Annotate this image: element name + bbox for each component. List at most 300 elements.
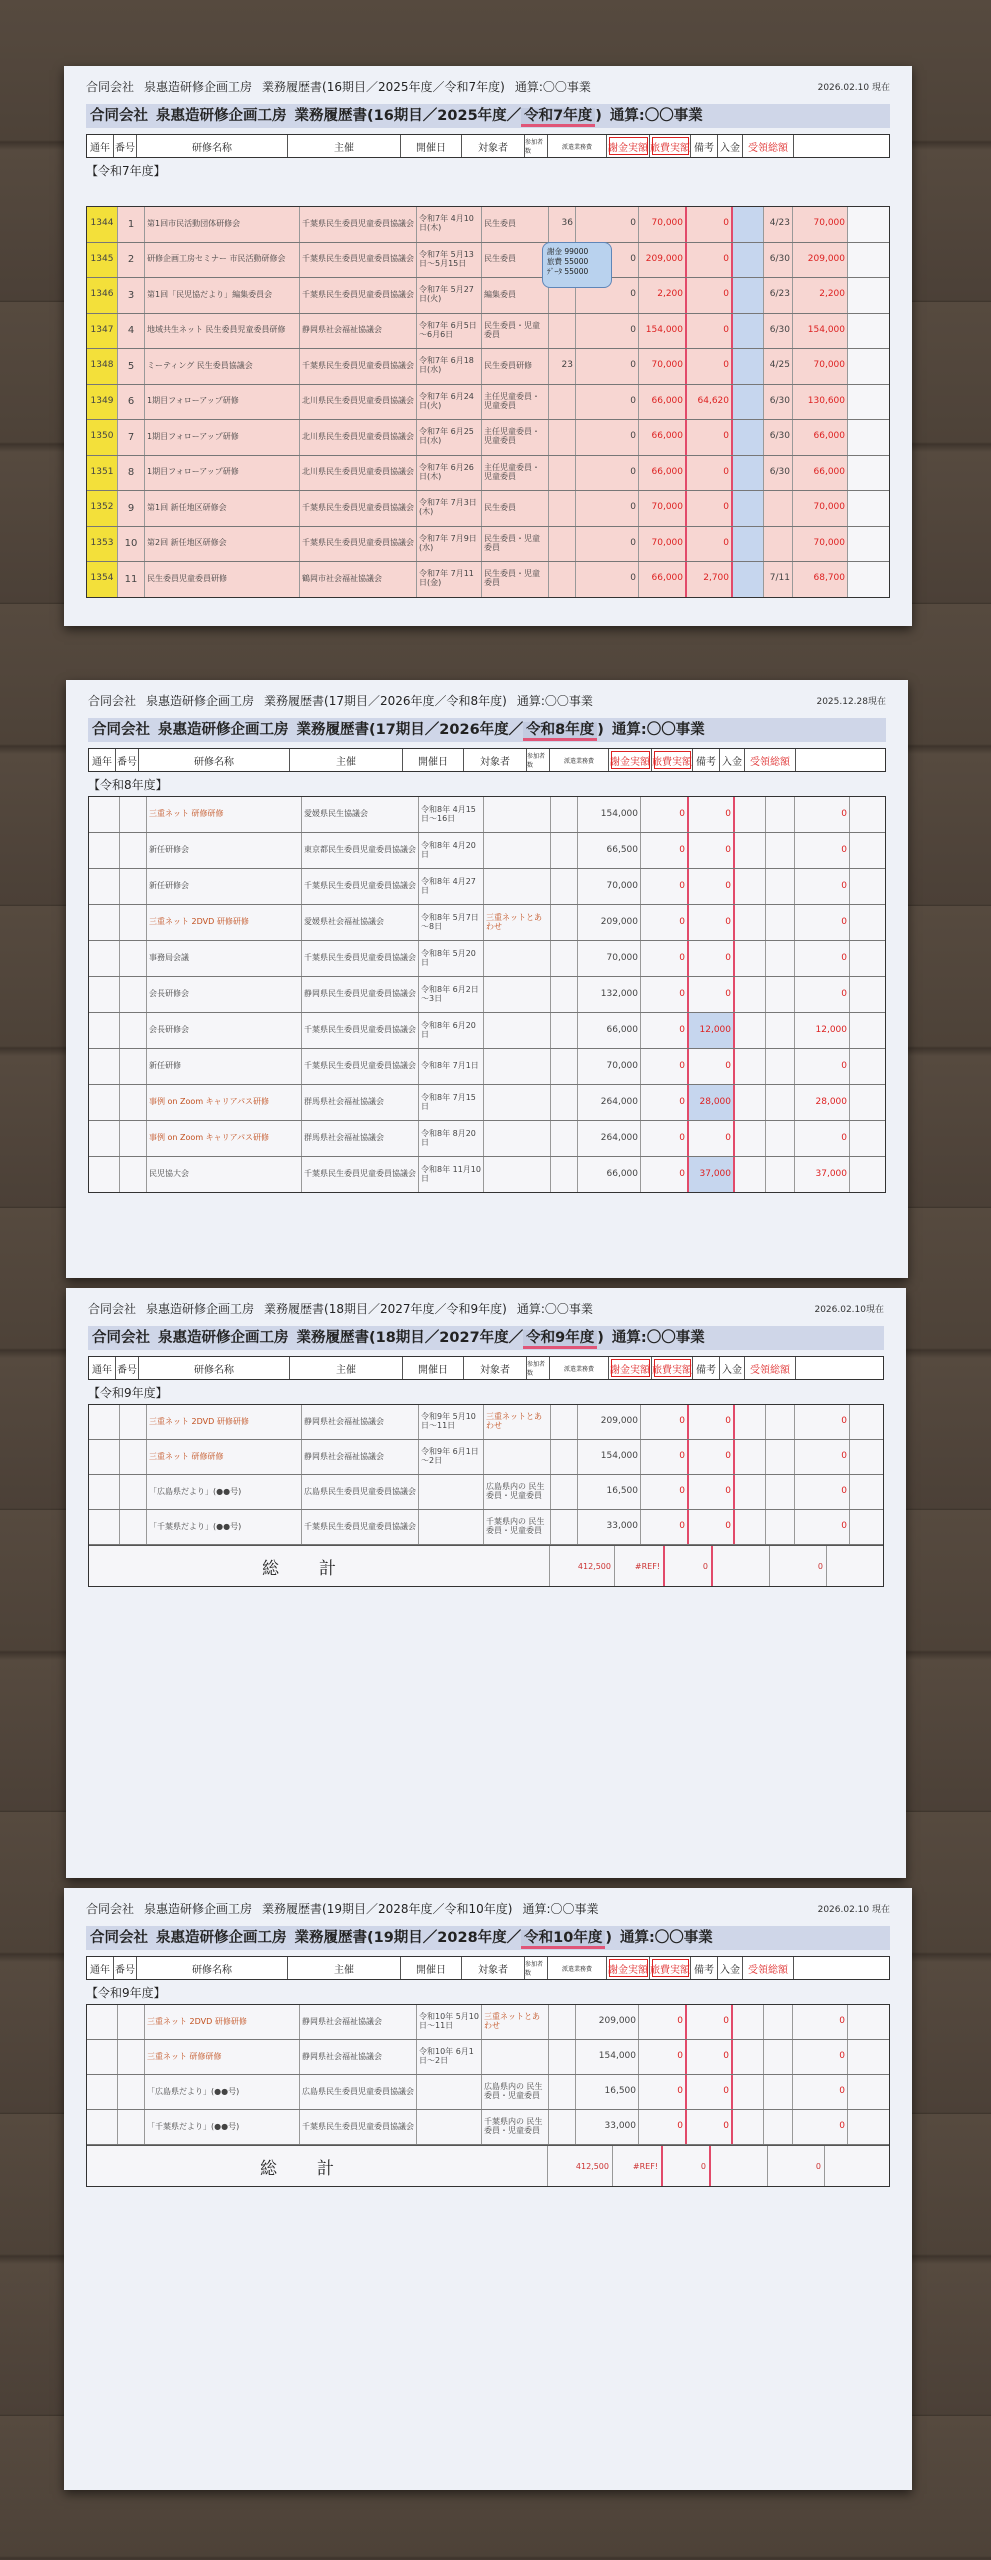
cell-remarks <box>733 207 764 242</box>
cell-date: 令和8年 6月2日～3日 <box>419 977 484 1012</box>
small-title-part: 業務履歴書(18期目／2027年度／令和9年度) <box>264 1302 507 1316</box>
cell-remarks <box>733 2005 764 2039</box>
cell-participants <box>551 1475 578 1509</box>
total-blank <box>711 2146 768 2186</box>
table-row <box>87 2005 889 2040</box>
cell-payment-date: 6/30 <box>764 385 793 420</box>
cell-dispatch-fee: 0 <box>576 456 639 491</box>
cell-participants <box>551 1510 578 1544</box>
column-header: 番号 <box>116 1357 139 1379</box>
cell-number <box>120 1475 147 1509</box>
total-travel: 0 <box>665 1546 713 1586</box>
cell-remarks <box>733 2040 764 2074</box>
cell-serial: 1350 <box>87 420 118 455</box>
column-header: 旅費実額 <box>650 135 691 157</box>
cell-travel: 2,700 <box>687 562 733 597</box>
cell-target: 民生委員 <box>482 243 549 278</box>
cell-date: 令和7年 6月5日～6月6日 <box>417 314 482 349</box>
table-header <box>86 1956 890 1980</box>
cell-remarks <box>733 491 764 526</box>
cell-date: 令和8年 4月20日 <box>419 833 484 868</box>
cell-honorarium: 70,000 <box>639 207 687 242</box>
cell-serial <box>89 1510 120 1544</box>
cell-participants <box>549 562 576 597</box>
cell-payment-date <box>766 905 795 940</box>
cell-remarks <box>735 905 766 940</box>
cell-date: 令和7年 7月3日(木) <box>417 491 482 526</box>
cell-dispatch-fee: 0 <box>576 314 639 349</box>
cell-honorarium: 0 <box>639 2110 687 2144</box>
cell-honorarium: 0 <box>641 1121 689 1156</box>
era-year-highlight: 令和9年度 <box>523 1330 597 1349</box>
cell-target: 民生委員 <box>482 491 549 526</box>
column-header: 主催 <box>288 1957 401 1979</box>
cell-travel: 0 <box>687 420 733 455</box>
cell-payment-date <box>764 2110 793 2144</box>
cell-serial <box>89 1085 120 1120</box>
sheet-small-title <box>86 78 601 95</box>
cell-participants <box>551 941 578 976</box>
total-received: 0 <box>768 2146 825 2186</box>
main-title-part: 合同会社 <box>92 1330 150 1346</box>
column-header: 備考 <box>693 1357 720 1379</box>
cell-target <box>484 1440 551 1474</box>
cell-payment-date: 6/23 <box>764 278 793 313</box>
cell-serial <box>89 1121 120 1156</box>
cell-honorarium: 0 <box>639 2075 687 2109</box>
cell-remarks <box>735 941 766 976</box>
cell-training-name: 三重ネット 2DVD 研修研修 <box>147 905 302 940</box>
column-header: 受領総額 <box>743 135 794 157</box>
main-title-part: 業務履歴書(16期目／2025年度／ <box>294 108 522 124</box>
cell-honorarium: 0 <box>639 2040 687 2074</box>
cell-travel: 0 <box>687 456 733 491</box>
sticky-callout-note <box>542 242 612 288</box>
column-header: 受領総額 <box>745 749 796 771</box>
cell-participants <box>551 1013 578 1048</box>
cell-organizer: 静岡県社会福祉協議会 <box>302 1440 419 1474</box>
cell-total-received: 12,000 <box>795 1013 850 1048</box>
cell-number <box>118 2005 145 2039</box>
column-header: 旅費実額 <box>652 1357 693 1379</box>
main-title-part: 合同会社 <box>90 1930 148 1946</box>
cell-payment-date <box>766 1475 795 1509</box>
cell-number <box>120 1013 147 1048</box>
main-title-part: 泉惠造研修企画工房 <box>158 722 289 738</box>
table-row <box>89 1013 885 1049</box>
cell-remarks <box>735 869 766 904</box>
cell-dispatch-fee: 132,000 <box>578 977 641 1012</box>
cell-participants <box>549 314 576 349</box>
cell-remarks <box>735 1013 766 1048</box>
column-header: 謝金実額 <box>609 749 652 771</box>
cell-total-received: 0 <box>795 1510 850 1544</box>
cell-training-name: 三重ネット 研修研修 <box>145 2040 300 2074</box>
cell-payment-date <box>766 1440 795 1474</box>
cell-payment-date <box>766 1510 795 1544</box>
cell-serial <box>89 977 120 1012</box>
cell-travel: 0 <box>689 1405 735 1439</box>
cell-date: 令和9年 6月1日～2日 <box>419 1440 484 1474</box>
column-header: 派遣業務費 <box>550 749 609 771</box>
cell-serial: 1353 <box>87 527 118 562</box>
cell-organizer: 千葉県民生委員児童委員協議会 <box>300 491 417 526</box>
small-title-part: 泉惠造研修企画工房 <box>146 694 255 708</box>
cell-organizer: 愛媛県民生協議会 <box>302 797 419 832</box>
cell-target <box>484 1013 551 1048</box>
column-header: 派遣業務費 <box>548 135 607 157</box>
cell-organizer: 静岡県社会福祉協議会 <box>300 2040 417 2074</box>
column-header: 参加者数 <box>527 749 550 771</box>
table-row <box>89 905 885 941</box>
cell-training-name: 事務局会議 <box>147 941 302 976</box>
column-header: 通年 <box>87 135 114 157</box>
column-header: 番号 <box>116 749 139 771</box>
cell-payment-date <box>766 1013 795 1048</box>
table-row <box>89 869 885 905</box>
column-header: 主催 <box>290 749 403 771</box>
cell-serial <box>89 1440 120 1474</box>
cell-honorarium: 0 <box>641 977 689 1012</box>
cell-travel: 0 <box>687 207 733 242</box>
cell-total-received: 68,700 <box>793 562 848 597</box>
cell-date: 令和7年 7月9日(水) <box>417 527 482 562</box>
cell-serial <box>87 2075 118 2109</box>
cell-travel: 0 <box>689 1121 735 1156</box>
cell-total-received: 130,600 <box>793 385 848 420</box>
history-table <box>86 2004 890 2187</box>
cell-dispatch-fee: 209,000 <box>578 1405 641 1439</box>
cell-participants <box>551 1121 578 1156</box>
cell-target: 千葉県内の 民生委員・児童委員 <box>482 2110 549 2144</box>
cell-dispatch-fee: 70,000 <box>578 869 641 904</box>
small-title-part: 通算:〇〇事業 <box>514 80 591 94</box>
cell-dispatch-fee: 66,000 <box>578 1157 641 1192</box>
small-title-part: 通算:〇〇事業 <box>516 1302 593 1316</box>
table-row <box>89 1085 885 1121</box>
column-header: 番号 <box>114 135 137 157</box>
callout-line: 旅費 55000 <box>547 257 589 267</box>
table-header <box>88 748 886 772</box>
cell-target: 広島県内の 民生委員・児童委員 <box>484 1475 551 1509</box>
cell-training-name: 民児協大会 <box>147 1157 302 1192</box>
cell-date: 令和7年 6月25日(水) <box>417 420 482 455</box>
cell-training-name: 会長研修会 <box>147 977 302 1012</box>
cell-honorarium: 0 <box>641 869 689 904</box>
cell-honorarium: 0 <box>641 1157 689 1192</box>
column-header: 開催日 <box>401 135 462 157</box>
cell-number <box>118 2075 145 2109</box>
small-title-part: 合同会社 <box>88 1302 137 1316</box>
cell-total-received: 66,000 <box>793 420 848 455</box>
main-title-part: ) <box>597 1330 604 1346</box>
cell-travel: 28,000 <box>689 1085 735 1120</box>
cell-organizer: 静岡県社会福祉協議会 <box>302 1405 419 1439</box>
column-header: 研修名称 <box>137 1957 288 1979</box>
small-title-part: 合同会社 <box>86 1902 135 1916</box>
cell-number: 3 <box>118 278 145 313</box>
cell-training-name: 第1回「民児協だより」編集委員会 <box>145 278 300 313</box>
cell-remarks <box>735 1049 766 1084</box>
cell-travel: 0 <box>687 2110 733 2144</box>
cell-remarks <box>733 456 764 491</box>
table-row <box>89 977 885 1013</box>
main-title-part: 通算:〇〇事業 <box>620 1930 713 1946</box>
small-title-part: 泉惠造研修企画工房 <box>144 80 253 94</box>
cell-honorarium: 209,000 <box>639 243 687 278</box>
cell-participants <box>549 385 576 420</box>
table-row <box>89 1405 883 1440</box>
cell-payment-date <box>766 1405 795 1439</box>
table-row <box>89 1475 883 1510</box>
total-label: 総計 <box>89 1546 550 1586</box>
sheet-small-title <box>88 1300 603 1317</box>
cell-target: 主任児童委員・児童委員 <box>482 456 549 491</box>
table-row <box>87 385 889 421</box>
column-header: 主催 <box>290 1357 403 1379</box>
as-of-date: 2026.02.10 現在 <box>817 83 890 93</box>
grand-total-row <box>87 2145 889 2186</box>
cell-organizer: 鶴岡市社会福祉協議会 <box>300 562 417 597</box>
sheet-main-title <box>86 1926 890 1950</box>
cell-remarks <box>733 243 764 278</box>
cell-total-received: 0 <box>795 905 850 940</box>
cell-participants <box>551 869 578 904</box>
cell-travel: 0 <box>687 2005 733 2039</box>
cell-organizer: 静岡県社会福祉協議会 <box>300 2005 417 2039</box>
total-dispatch-fee: 412,500 <box>550 1546 615 1586</box>
cell-participants <box>551 833 578 868</box>
cell-training-name: 事例 on Zoom キャリアパス研修 <box>147 1121 302 1156</box>
cell-total-received: 154,000 <box>793 314 848 349</box>
fiscal-year-label: 【令和7年度】 <box>86 164 166 178</box>
cell-honorarium: 70,000 <box>639 349 687 384</box>
history-table <box>88 1404 884 1587</box>
cell-serial: 1346 <box>87 278 118 313</box>
column-header: 研修名称 <box>137 135 288 157</box>
cell-participants <box>549 2075 576 2109</box>
column-header: 通年 <box>89 1357 116 1379</box>
table-header <box>88 1356 884 1380</box>
cell-number: 2 <box>118 243 145 278</box>
column-header: 派遣業務費 <box>550 1357 609 1379</box>
small-title-part: 泉惠造研修企画工房 <box>144 1902 253 1916</box>
cell-travel: 0 <box>689 1049 735 1084</box>
cell-number <box>120 1510 147 1544</box>
cell-dispatch-fee: 0 <box>576 527 639 562</box>
grand-total-row <box>89 1545 883 1586</box>
cell-date: 令和9年 5月10日～11日 <box>419 1405 484 1439</box>
cell-honorarium: 154,000 <box>639 314 687 349</box>
cell-serial <box>89 797 120 832</box>
cell-total-received: 28,000 <box>795 1085 850 1120</box>
cell-payment-date <box>766 1049 795 1084</box>
cell-honorarium: 66,000 <box>639 420 687 455</box>
main-title-part: 合同会社 <box>90 108 148 124</box>
table-row <box>87 2040 889 2075</box>
cell-number <box>120 905 147 940</box>
cell-date: 令和10年 5月10日～11日 <box>417 2005 482 2039</box>
table-row <box>89 1121 885 1157</box>
cell-honorarium: 0 <box>641 1049 689 1084</box>
column-header: 入金 <box>718 135 743 157</box>
main-title-part: 業務履歴書(19期目／2028年度／ <box>294 1930 522 1946</box>
cell-target: 民生委員・児童委員 <box>482 527 549 562</box>
column-header: 開催日 <box>403 749 464 771</box>
cell-target: 民生委員・児童委員 <box>482 314 549 349</box>
cell-travel: 0 <box>689 1510 735 1544</box>
cell-serial <box>89 1049 120 1084</box>
cell-participants <box>549 491 576 526</box>
cell-total-received: 66,000 <box>793 456 848 491</box>
table-header <box>86 134 890 158</box>
cell-serial: 1348 <box>87 349 118 384</box>
cell-remarks <box>733 314 764 349</box>
cell-training-name: 新任研修会 <box>147 833 302 868</box>
cell-organizer: 北川県民生委員児童委員協議会 <box>300 385 417 420</box>
cell-dispatch-fee: 33,000 <box>578 1510 641 1544</box>
cell-serial <box>89 1405 120 1439</box>
cell-honorarium: 70,000 <box>639 491 687 526</box>
table-row <box>89 833 885 869</box>
total-dispatch-fee: 412,500 <box>548 2146 613 2186</box>
total-label: 総計 <box>87 2146 548 2186</box>
cell-travel: 0 <box>687 314 733 349</box>
cell-payment-date <box>766 941 795 976</box>
cell-target: 三重ネットとあわせ <box>482 2005 549 2039</box>
cell-remarks <box>733 562 764 597</box>
cell-number <box>120 941 147 976</box>
cell-participants <box>551 797 578 832</box>
cell-payment-date <box>766 1121 795 1156</box>
cell-serial: 1347 <box>87 314 118 349</box>
cell-honorarium: 0 <box>641 941 689 976</box>
cell-honorarium: 0 <box>639 2005 687 2039</box>
cell-date: 令和10年 6月1日～2日 <box>417 2040 482 2074</box>
cell-number: 4 <box>118 314 145 349</box>
table-row <box>87 278 889 314</box>
table-row <box>89 1510 883 1545</box>
cell-honorarium: 0 <box>641 797 689 832</box>
cell-training-name: ミーティング 民生委員協議会 <box>145 349 300 384</box>
cell-remarks <box>735 1121 766 1156</box>
cell-number: 9 <box>118 491 145 526</box>
main-title-part: ) <box>595 108 602 124</box>
cell-serial <box>87 2110 118 2144</box>
cell-serial <box>87 2040 118 2074</box>
cell-total-received: 0 <box>795 941 850 976</box>
column-header: 旅費実額 <box>652 749 693 771</box>
cell-participants <box>551 1085 578 1120</box>
cell-target: 民生委員 <box>482 207 549 242</box>
cell-honorarium: 0 <box>641 1085 689 1120</box>
cell-travel: 0 <box>689 869 735 904</box>
cell-organizer: 静岡県社会福祉協議会 <box>300 314 417 349</box>
cell-participants <box>551 1049 578 1084</box>
column-header: 入金 <box>720 749 745 771</box>
cell-dispatch-fee: 0 <box>576 243 639 278</box>
cell-date <box>417 2075 482 2109</box>
cell-travel: 0 <box>687 491 733 526</box>
cell-date: 令和7年 5月27日(火) <box>417 278 482 313</box>
cell-participants <box>549 527 576 562</box>
cell-payment-date: 4/25 <box>764 349 793 384</box>
cell-training-name: 第1回 新任地区研修会 <box>145 491 300 526</box>
cell-training-name: 1期目フォローアップ研修 <box>145 420 300 455</box>
cell-payment-date <box>766 977 795 1012</box>
cell-dispatch-fee: 0 <box>576 349 639 384</box>
cell-total-received: 37,000 <box>795 1157 850 1192</box>
cell-date: 令和8年 7月15日 <box>419 1085 484 1120</box>
cell-payment-date <box>764 491 793 526</box>
cell-travel: 0 <box>689 1440 735 1474</box>
cell-number: 5 <box>118 349 145 384</box>
cell-serial: 1351 <box>87 456 118 491</box>
cell-travel: 0 <box>689 797 735 832</box>
column-header: 入金 <box>718 1957 743 1979</box>
column-header: 番号 <box>114 1957 137 1979</box>
cell-date: 令和8年 4月15日～16日 <box>419 797 484 832</box>
main-title-part: 通算:〇〇事業 <box>611 722 705 738</box>
fiscal-year-label: 【令和8年度】 <box>88 778 168 792</box>
column-header: 研修名称 <box>139 1357 290 1379</box>
cell-honorarium: 0 <box>641 1475 689 1509</box>
cell-honorarium: 0 <box>641 1440 689 1474</box>
cell-dispatch-fee: 0 <box>576 385 639 420</box>
era-year-highlight: 令和7年度 <box>521 108 595 127</box>
cell-training-name: 第1回市民活動団体研修会 <box>145 207 300 242</box>
small-title-part: 通算:〇〇事業 <box>516 694 593 708</box>
cell-total-received: 0 <box>795 1121 850 1156</box>
cell-number <box>120 977 147 1012</box>
cell-target <box>484 1121 551 1156</box>
cell-date: 令和8年 5月20日 <box>419 941 484 976</box>
table-row <box>87 456 889 492</box>
cell-organizer: 千葉県民生委員児童委員協議会 <box>302 869 419 904</box>
cell-date: 令和7年 6月26日(木) <box>417 456 482 491</box>
cell-target: 千葉県内の 民生委員・児童委員 <box>484 1510 551 1544</box>
cell-organizer: 北川県民生委員児童委員協議会 <box>300 420 417 455</box>
cell-honorarium: 66,000 <box>639 385 687 420</box>
column-header: 参加者数 <box>525 135 548 157</box>
cell-dispatch-fee: 33,000 <box>576 2110 639 2144</box>
cell-number: 1 <box>118 207 145 242</box>
cell-payment-date: 6/30 <box>764 243 793 278</box>
cell-target: 民生委員・児童委員 <box>482 562 549 597</box>
cell-travel: 64,620 <box>687 385 733 420</box>
column-header: 旅費実額 <box>650 1957 691 1979</box>
cell-date: 令和7年 6月18日(水) <box>417 349 482 384</box>
cell-training-name: 研修企画工房セミナー 市民活動研修会 <box>145 243 300 278</box>
column-header: 参加者数 <box>525 1957 548 1979</box>
cell-training-name: 1期目フォローアップ研修 <box>145 456 300 491</box>
cell-travel: 0 <box>689 833 735 868</box>
cell-organizer: 群馬県社会福祉協議会 <box>302 1121 419 1156</box>
cell-organizer: 千葉県民生委員児童委員協議会 <box>302 941 419 976</box>
cell-participants <box>551 1405 578 1439</box>
column-header: 備考 <box>691 135 718 157</box>
cell-travel: 0 <box>687 2075 733 2109</box>
cell-dispatch-fee: 0 <box>576 562 639 597</box>
column-header: 派遣業務費 <box>548 1957 607 1979</box>
cell-travel: 0 <box>689 905 735 940</box>
cell-dispatch-fee: 154,000 <box>578 1440 641 1474</box>
cell-dispatch-fee: 209,000 <box>578 905 641 940</box>
cell-target <box>484 833 551 868</box>
cell-date: 令和8年 5月7日～8日 <box>419 905 484 940</box>
cell-dispatch-fee: 264,000 <box>578 1085 641 1120</box>
cell-payment-date: 4/23 <box>764 207 793 242</box>
